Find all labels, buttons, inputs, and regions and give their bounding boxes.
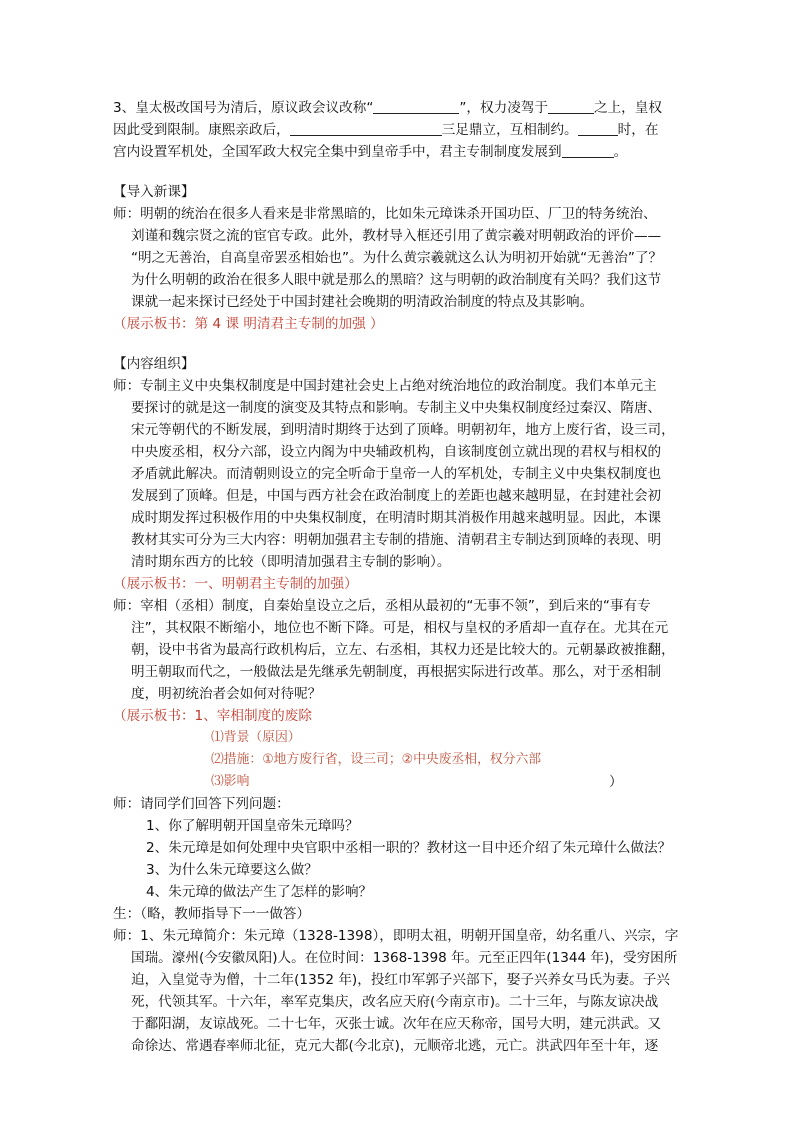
content-line: 死，代领其军。十六年，率军克集庆，改名应天府(今南京市)。二十三年，与陈友谅决战	[131, 994, 659, 1010]
q3-text: 因此受到限制。康熙亲政后，	[113, 122, 290, 138]
content-line: 明王朝取而代之，一般做法是先继承先朝制度，再根据实际进行改革。那么，对于丞相制	[131, 664, 662, 680]
content-line: 朝，设中书省为最高行政机构后，立左、右丞相，其权力还是比较大的。元朝暴政被推翻，	[131, 642, 675, 658]
answer-blank[interactable]	[548, 99, 594, 114]
teacher-ask: 师：请同学们回答下列问题：	[113, 796, 290, 812]
content-line: 命徐达、常遇春率师北征，克元大都(今北京)，元顺帝北逃，元亡。洪武四年至十年，逐	[131, 1038, 659, 1054]
q3-text: 之上，皇权	[594, 100, 662, 116]
intro-line: 为什么明朝的政治在很多人眼中就是那么的黑暗？这与明朝的政治制度有关吗？我们这节	[131, 272, 662, 288]
section-heading-intro: 【导入新课】	[113, 184, 195, 200]
content-line: 矛盾就此解决。而清朝则设立的完全听命于皇帝一人的军机处，专制主义中央集权制度也	[131, 466, 662, 482]
content-line: 成时期发挥过积极作用的中央集权制度，在明清时期其消极作用越来越明显。因此，本课	[131, 510, 662, 526]
content-line: 要探讨的就是这一制度的演变及其特点和影响。专制主义中央集权制度经过秦汉、隋唐、	[131, 400, 662, 416]
section-heading-content: 【内容组织】	[113, 356, 195, 372]
question-3-line-3	[113, 141, 688, 163]
q3-text: 三足鼎立，互相制约。	[441, 122, 578, 138]
student-answer: 生：（略，教师指导下一一做答）	[113, 906, 311, 922]
intro-line: “明之无善治，自高皇帝罢丞相始也”。为什么黄宗羲就这么认为明初开始就“无善治”了？	[131, 250, 663, 266]
content-line: 注”，其权限不断缩小，地位也不断下降。可是，相权与皇权的矛盾却一直存在。尤其在元	[131, 620, 669, 636]
board-item-background: ⑴背景（原因）	[211, 730, 301, 745]
question-3-line-1	[113, 97, 688, 119]
intro-line: 课就一起来探讨已经处于中国封建社会晚期的明清政治制度的特点及其影响。	[131, 294, 594, 310]
content-line: 清时期东西方的比较（即明清加强君主专制的影响）。	[131, 554, 451, 570]
content-line: 师：宰相（丞相）制度，自秦始皇设立之后，丞相从最初的“无事不领”，到后来的“事有专	[113, 598, 651, 614]
question-item: 3、为什么朱元璋要这么做？	[146, 862, 318, 878]
q3-text: 时，在	[617, 122, 659, 138]
content-line: 度，明初统治者会如何对待呢？	[131, 686, 322, 702]
question-item: 4、朱元璋的做法产生了怎样的影响？	[146, 884, 373, 900]
intro-line: 师：明朝的统治在很多人看来是非常黑暗的，比如朱元璋诛杀开国功臣、厂卫的特务统治、	[113, 206, 657, 222]
answer-blank[interactable]	[290, 121, 442, 136]
board-note-lesson-title: （展示板书：第 4 课 明清君主专制的加强 ）	[113, 316, 384, 332]
answer-blank[interactable]	[562, 143, 614, 158]
q3-text: 宫内设置军机处，全国军政大权完全集中到皇帝手中，君主专制制度发展到	[113, 144, 562, 160]
content-line: 国瑞。濠州(今安徽凤阳)人。在位时间：1368-1398 年。元至正四年(1344 年)，受穷困所	[131, 950, 678, 966]
content-line: 发展到了顶峰。但是，中国与西方社会在政治制度上的差距也越来越明显，在封建社会初	[131, 488, 662, 504]
content-line: 教材其实可分为三大内容：明朝加强君主专制的措施、清朝君主专制达到顶峰的表现、明	[131, 532, 662, 548]
q3-text: ”，权力凌驾于	[459, 100, 548, 116]
content-line: 中央废丞相，权分六部，设立内阁为中央辅政机构，自该制度创立就出现的君权与相权的	[131, 444, 662, 460]
content-line: 师：专制主义中央集权制度是中国封建社会史上占绝对统治地位的政治制度。我们本单元主	[113, 378, 657, 394]
question-item: 2、朱元璋是如何处理中央官职中丞相一职的？教材这一目中还介绍了朱元璋什么做法？	[146, 840, 672, 856]
board-item-measures: ⑵措施：①地方废行省，设三司；②中央废丞相，权分六部	[211, 752, 542, 767]
q3-text: 。	[613, 144, 628, 160]
q3-text: 3、皇太极改国号为清后，原议政会议改称“	[113, 100, 374, 116]
board-note-chancellor: （展示板书：1、宰相制度的废除	[113, 708, 312, 724]
answer-blank[interactable]	[578, 121, 618, 136]
intro-line: 刘谨和魏宗贤之流的宦官专政。此外，教材导入框还引用了黄宗羲对明朝政治的评价——	[131, 228, 662, 244]
answer-blank[interactable]	[373, 99, 459, 114]
board-close-paren: ）	[609, 774, 623, 790]
question-item: 1、你了解明朝开国皇帝朱元璋吗？	[146, 818, 359, 834]
content-line: 宋元等朝代的不断发展，到明清时期终于达到了顶峰。明朝初年，地方上废行省，设三司，	[131, 422, 675, 438]
board-note-section-1: （展示板书：一、明朝君主专制的加强）	[113, 576, 358, 592]
content-line: 师：1、朱元璋简介：朱元璋（1328-1398），即明太祖，明朝开国皇帝，幼名重八、兴宗，字	[113, 928, 679, 944]
content-line: 迫，入皇觉寺为僧，十二年(1352 年)，投红巾军郭子兴部下，娶子兴养女马氏为妻。子兴	[131, 972, 670, 988]
question-3-line-2	[113, 119, 688, 141]
board-item-impact: ⑶影响	[211, 774, 250, 789]
content-line: 于鄱阳湖，友谅战死。二十七年，灭张士诚。次年在应天称帝，国号大明，建元洪武。又	[131, 1016, 662, 1032]
